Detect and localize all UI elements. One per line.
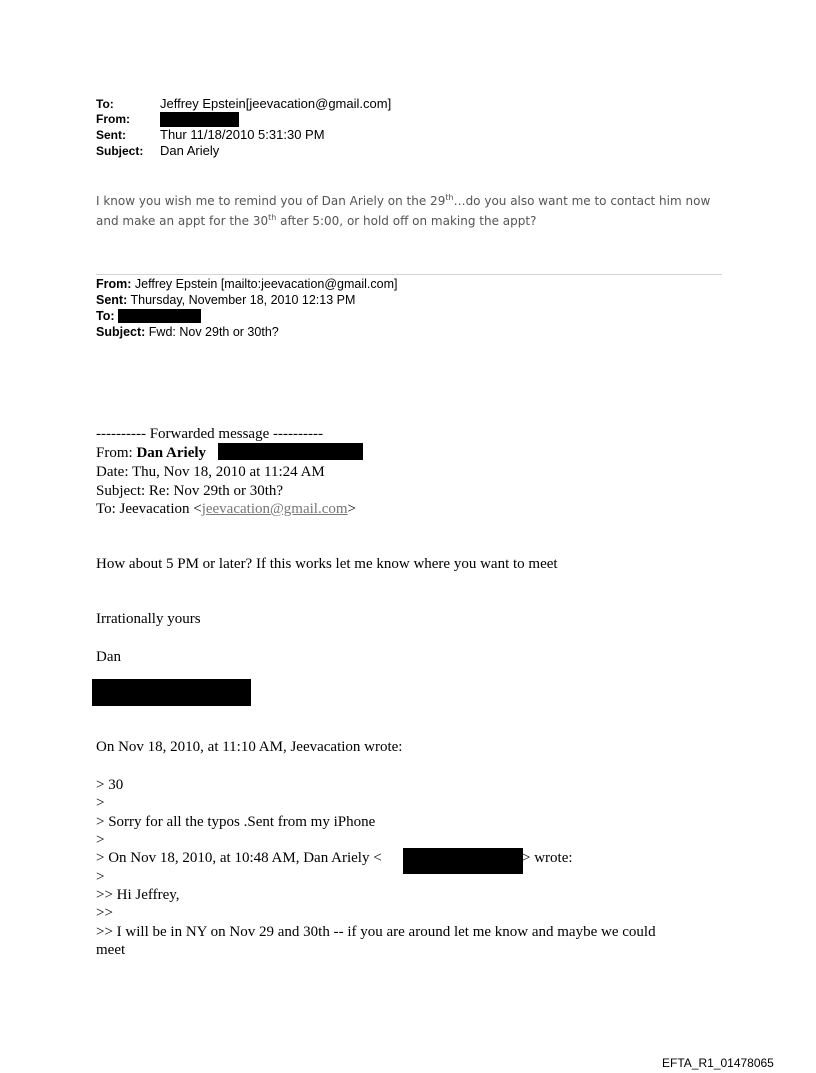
quoted-line: > xyxy=(96,869,105,885)
quoted-line: >> xyxy=(96,905,113,921)
redaction-block xyxy=(403,848,523,874)
quoted-line: meet xyxy=(96,942,126,958)
forwarded-subject: Subject: Re: Nov 29th or 30th? xyxy=(96,483,284,499)
forwarded-separator: ---------- Forwarded message ---------- xyxy=(96,426,323,442)
subject-label: Subject: xyxy=(96,144,144,158)
body-line-1: I know you wish me to remind you of Dan Ariely on the 29th…do you also want me to contact him now xyxy=(96,193,711,208)
signature-name: Dan xyxy=(96,649,121,665)
document-id: EFTA_R1_01478065 xyxy=(662,1056,774,1070)
redaction-block xyxy=(160,112,239,127)
quoted-line: > Sorry for all the typos .Sent from my iPhone xyxy=(96,814,376,830)
email-link[interactable]: jeevacation@gmail.com xyxy=(201,501,348,517)
to-value: Jeffrey Epstein[jeevacation@gmail.com] xyxy=(160,96,392,111)
quoted-line: > 30 xyxy=(96,777,124,793)
quoted-line: > xyxy=(96,832,105,848)
forwarded-to: To: Jeevacation <jeevacation@gmail.com> xyxy=(96,501,357,517)
redaction-block xyxy=(118,309,201,323)
fw-to-line: To: xyxy=(96,309,115,323)
subject-value: Dan Ariely xyxy=(160,143,220,158)
forwarded-from: From: Dan Ariely xyxy=(96,445,207,461)
redaction-block xyxy=(218,443,363,460)
signoff: Irrationally yours xyxy=(96,611,201,627)
sent-label: Sent: xyxy=(96,128,126,142)
body-line-2: and make an appt for the 30th after 5:00, or hold off on making the appt? xyxy=(96,213,537,228)
divider xyxy=(96,274,722,275)
quoted-line: > xyxy=(96,795,105,811)
quoted-line: > wrote: xyxy=(522,850,573,866)
fw-sent-line: Sent: Thursday, November 18, 2010 12:13 PM xyxy=(96,293,356,307)
to-label: To: xyxy=(96,97,114,111)
quoted-line: >> I will be in NY on Nov 29 and 30th -- if you are around let me know and maybe we could xyxy=(96,924,656,940)
fw-subject-line: Subject: Fwd: Nov 29th or 30th? xyxy=(96,325,279,339)
forwarded-date: Date: Thu, Nov 18, 2010 at 11:24 AM xyxy=(96,464,325,480)
message-line: How about 5 PM or later? If this works let me know where you want to meet xyxy=(96,556,558,572)
fw-from-line: From: Jeffrey Epstein [mailto:jeevacation@gmail.com] xyxy=(96,277,398,291)
quoted-line: > On Nov 18, 2010, at 10:48 AM, Dan Ariely < xyxy=(96,850,382,866)
from-label: From: xyxy=(96,112,130,126)
redaction-block xyxy=(92,679,251,706)
quoted-intro: On Nov 18, 2010, at 11:10 AM, Jeevacation wrote: xyxy=(96,739,403,755)
quoted-line: >> Hi Jeffrey, xyxy=(96,887,180,903)
sent-value: Thur 11/18/2010 5:31:30 PM xyxy=(160,127,325,142)
